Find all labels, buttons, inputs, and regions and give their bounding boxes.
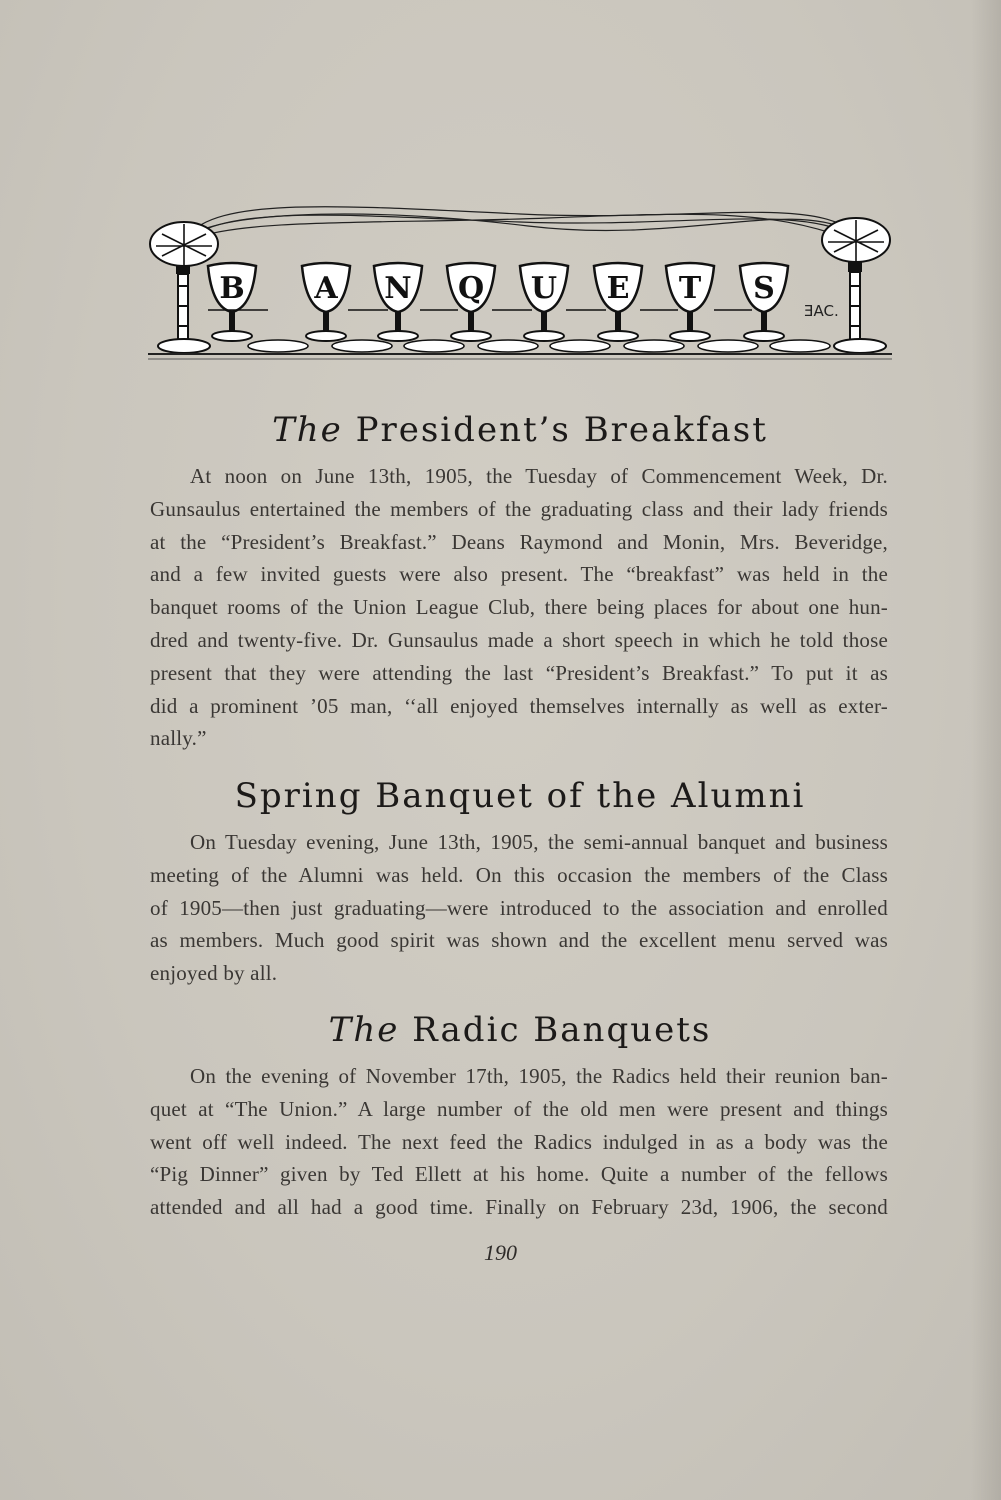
- banner-letter-u: U: [530, 271, 558, 306]
- text-line: dred and twenty-five. Dr. Gunsaulus made a short speech in which he told those: [150, 627, 888, 652]
- smoke-ribbons: [188, 207, 854, 240]
- text-line: On Tuesday evening, June 13th, 1905, the semi-annual banquet and business: [190, 830, 888, 854]
- goblet-u: [520, 263, 568, 341]
- right-lamp: [822, 218, 890, 353]
- text-line: of 1905—then just graduating—were introduced to the association and enrolled: [150, 895, 888, 920]
- heading-the: The: [328, 1010, 400, 1050]
- text-line: and a few invited guests were also present. The “breakfast” was held in the: [150, 562, 888, 587]
- left-lamp: [150, 222, 218, 353]
- banner-letter-n: N: [384, 271, 412, 306]
- paragraph-radic-banquets: [150, 1060, 888, 1224]
- goblet-a: [302, 263, 350, 341]
- text-line: On the evening of November 17th, 1905, the Radics held their reunion ban-: [190, 1064, 888, 1088]
- banner-letter-q: Q: [457, 271, 485, 306]
- text-line: did a prominent ’05 man, ‘‘all enjoyed themselves internally as well as exter-: [150, 693, 888, 718]
- heading-title: President’s Breakfast: [355, 410, 768, 450]
- heading-spring-banquet: [148, 776, 892, 816]
- text-line: present that they were attending the last “President’s Breakfast.” To put it as: [150, 660, 888, 685]
- paragraph-spring-banquet: [150, 826, 888, 990]
- banner-letter-b: B: [219, 271, 245, 306]
- goblet-n: [374, 263, 422, 341]
- page-edge-shadow: [971, 0, 1001, 1500]
- goblet-b: [208, 263, 256, 341]
- goblet-q: [447, 263, 495, 341]
- banner-letter-e: E: [606, 271, 630, 306]
- heading-title: Radic Banquets: [412, 1010, 712, 1050]
- heading-presidents-breakfast: [148, 410, 892, 450]
- heading-title: Spring Banquet of the Alumni: [234, 776, 806, 816]
- text-line: meeting of the Alumni was held. On this occasion the members of the Class: [150, 862, 888, 887]
- text-line: “Pig Dinner” given by Ted Ellett at his home. Quite a number of the fellows: [150, 1162, 888, 1187]
- text-line: Gunsaulus entertained the members of the graduating class and their lady friends: [150, 496, 888, 521]
- goblet-e: [594, 263, 642, 341]
- text-line: attended and all had a good time. Finally on February 23d, 1906, the second: [150, 1195, 888, 1220]
- page-number: 190: [484, 1240, 517, 1265]
- text-line: went off well indeed. The next feed the Radics indulged in as a body was the: [150, 1129, 888, 1154]
- heading-radic-banquets: [148, 1010, 892, 1050]
- banquets-banner: [148, 196, 892, 362]
- artist-signature: ƎAC.: [804, 302, 839, 320]
- text-line: nally.”: [150, 726, 207, 751]
- text-line: at the “President’s Breakfast.” Deans Raymond and Monin, Mrs. Beveridge,: [150, 529, 888, 554]
- banner-letter-t: T: [678, 271, 702, 306]
- goblet-t: [666, 263, 714, 341]
- text-line: enjoyed by all.: [150, 961, 278, 986]
- text-line: quet at “The Union.” A large number of the old men were present and things: [150, 1096, 888, 1121]
- heading-the: The: [272, 410, 343, 450]
- text-line: as members. Much good spirit was shown and the excellent menu served was: [150, 928, 888, 953]
- goblet-s: [740, 263, 788, 341]
- banner-letter-s: S: [753, 271, 775, 306]
- text-line: At noon on June 13th, 1905, the Tuesday of Commencement Week, Dr.: [190, 464, 888, 488]
- paragraph-presidents-breakfast: [150, 460, 888, 755]
- text-line: banquet rooms of the Union League Club, there being places for about one hun-: [150, 595, 888, 620]
- banner-letter-a: A: [314, 271, 338, 306]
- plates: [208, 310, 830, 352]
